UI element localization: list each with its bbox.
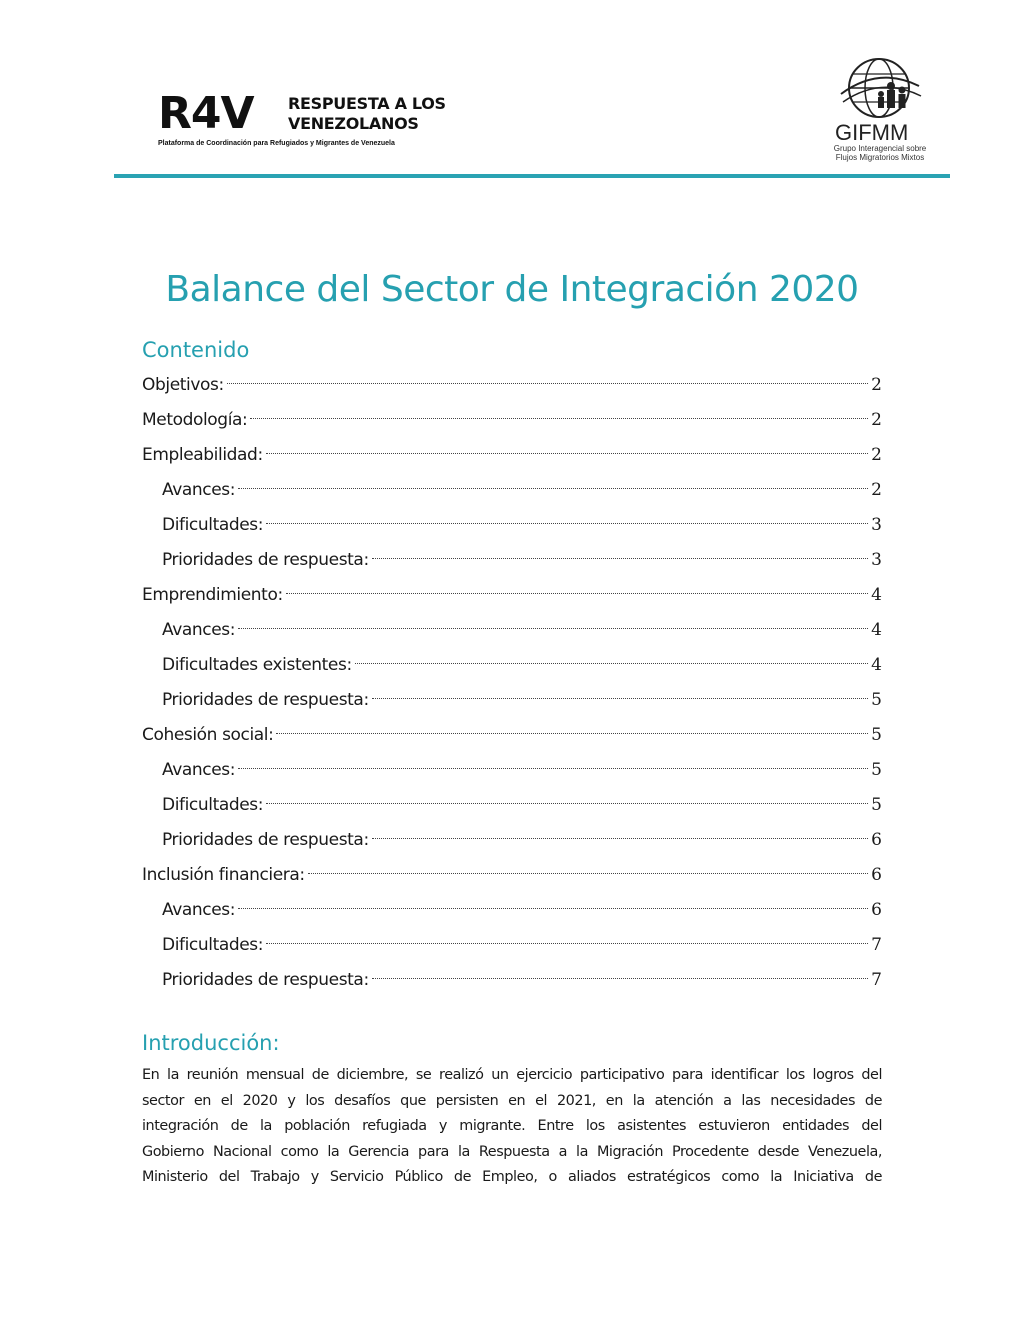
toc-leader-dots	[238, 908, 868, 909]
toc-leader-dots	[266, 523, 868, 524]
toc-entry[interactable]	[142, 510, 882, 545]
toc-leader-dots	[266, 943, 868, 944]
toc-entry[interactable]	[142, 720, 882, 755]
toc-entry-page: 4	[871, 655, 882, 675]
toc-entry-page: 5	[871, 725, 882, 745]
toc-entry[interactable]	[142, 790, 882, 825]
toc-leader-dots	[238, 768, 868, 769]
toc-leader-dots	[372, 838, 868, 839]
toc-leader-dots	[286, 593, 868, 594]
toc-entry[interactable]	[142, 615, 882, 650]
toc-entry-label: Prioridades de respuesta:	[162, 550, 369, 570]
toc-leader-dots	[266, 453, 868, 454]
toc-entry-label: Dificultades existentes:	[162, 655, 352, 675]
toc-leader-dots	[308, 873, 868, 874]
r4v-logo-mark: R4V	[158, 88, 254, 139]
toc-entry-page: 2	[871, 410, 882, 430]
toc-entry-label: Dificultades:	[162, 795, 264, 815]
toc-leader-dots	[372, 978, 868, 979]
toc-entry[interactable]	[142, 475, 882, 510]
toc-entry-page: 2	[871, 445, 882, 465]
toc-entry-label: Prioridades de respuesta:	[162, 970, 369, 990]
toc-entry-label: Empleabilidad:	[142, 445, 263, 465]
intro-line: En la reunión mensual de diciembre, se realizó un ejercicio participativo para identificar los logros del	[142, 1067, 882, 1083]
toc-entry-label: Objetivos:	[142, 375, 224, 395]
intro-line: Gobierno Nacional como la Gerencia para la Respuesta a la Migración Procedente desde Venezuela,	[142, 1143, 882, 1160]
toc-entry-label: Prioridades de respuesta:	[162, 690, 369, 710]
r4v-logo-text-line2: VENEZOLANOS	[288, 114, 419, 133]
gifmm-logo-subtitle-line1: Grupo Interagencial sobre	[833, 144, 927, 153]
toc-entry[interactable]	[142, 965, 882, 1000]
toc-entry-label: Emprendimiento:	[142, 585, 283, 605]
toc-entry-page: 6	[871, 865, 882, 885]
intro-line: Ministerio del Trabajo y Servicio Público de Empleo, o aliados estratégicos como la Iniciativa de	[142, 1169, 882, 1185]
toc-entry-label: Dificultades:	[162, 515, 264, 535]
toc-entry-page: 6	[871, 830, 882, 850]
toc-leader-dots	[355, 663, 868, 664]
toc-leader-dots	[276, 733, 868, 734]
toc-entry-label: Avances:	[162, 480, 236, 500]
toc-entry-page: 7	[871, 935, 882, 955]
toc-entry[interactable]	[142, 755, 882, 790]
toc-entry-page: 5	[871, 690, 882, 710]
globe-icon	[839, 56, 923, 124]
toc-leader-dots	[372, 558, 868, 559]
gifmm-logo	[815, 56, 945, 168]
toc-entry-label: Avances:	[162, 760, 236, 780]
toc-leader-dots	[372, 698, 868, 699]
toc-entry-page: 6	[871, 900, 882, 920]
toc-entry-label: Prioridades de respuesta:	[162, 830, 369, 850]
toc-entry-label: Dificultades:	[162, 935, 264, 955]
toc-leader-dots	[238, 488, 868, 489]
gifmm-logo-subtitle-line2: Flujos Migratorios Mixtos	[835, 153, 925, 162]
toc-entry-page: 3	[871, 550, 882, 570]
intro-line: integración de la población refugiada y migrante. Entre los asistentes estuvieron entidades del	[142, 1118, 882, 1134]
toc-entry[interactable]	[142, 685, 882, 720]
toc-leader-dots	[266, 803, 868, 804]
toc-entry-page: 2	[871, 480, 882, 500]
toc-entry[interactable]	[142, 895, 882, 930]
toc-entry-label: Cohesión social:	[142, 725, 274, 745]
document-title: Balance del Sector de Integración 2020	[165, 269, 859, 310]
toc-leader-dots	[238, 628, 868, 629]
toc-entry-page: 4	[871, 620, 882, 640]
toc-entry-label: Avances:	[162, 900, 236, 920]
toc-entry-page: 7	[871, 970, 882, 990]
intro-line: sector en el 2020 y los desafíos que persisten en el 2021, en la atención a las necesidades de	[142, 1092, 882, 1109]
toc-entry[interactable]	[142, 370, 882, 405]
gifmm-logo-name: GIFMM	[835, 120, 909, 145]
toc-entry[interactable]	[142, 650, 882, 685]
header-divider	[114, 174, 950, 178]
toc-entry[interactable]	[142, 405, 882, 440]
toc-entry[interactable]	[142, 825, 882, 860]
toc-entry[interactable]	[142, 545, 882, 580]
table-of-contents	[142, 370, 882, 1000]
gifmm-logo-subtitle	[815, 144, 945, 162]
toc-leader-dots	[227, 383, 868, 384]
toc-entry-label: Avances:	[162, 620, 236, 640]
toc-entry-page: 4	[871, 585, 882, 605]
toc-entry-page: 5	[871, 760, 882, 780]
intro-heading: Introducción:	[142, 1031, 280, 1055]
toc-entry-page: 3	[871, 515, 882, 535]
toc-heading: Contenido	[142, 338, 250, 362]
toc-entry-page: 2	[871, 375, 882, 395]
toc-entry-label: Metodología:	[142, 410, 248, 430]
toc-entry[interactable]	[142, 860, 882, 895]
toc-leader-dots	[250, 418, 868, 419]
page-header	[0, 0, 1024, 180]
toc-entry[interactable]	[142, 440, 882, 475]
r4v-logo-text	[288, 94, 458, 134]
toc-entry-page: 5	[871, 795, 882, 815]
intro-paragraph	[142, 1063, 882, 1191]
toc-entry[interactable]	[142, 930, 882, 965]
toc-entry-label: Inclusión financiera:	[142, 865, 305, 885]
r4v-logo-subtitle: Plataforma de Coordinación para Refugiados y Migrantes de Venezuela	[158, 140, 395, 147]
toc-entry[interactable]	[142, 580, 882, 615]
r4v-logo-text-line1: RESPUESTA A LOS	[288, 94, 446, 113]
